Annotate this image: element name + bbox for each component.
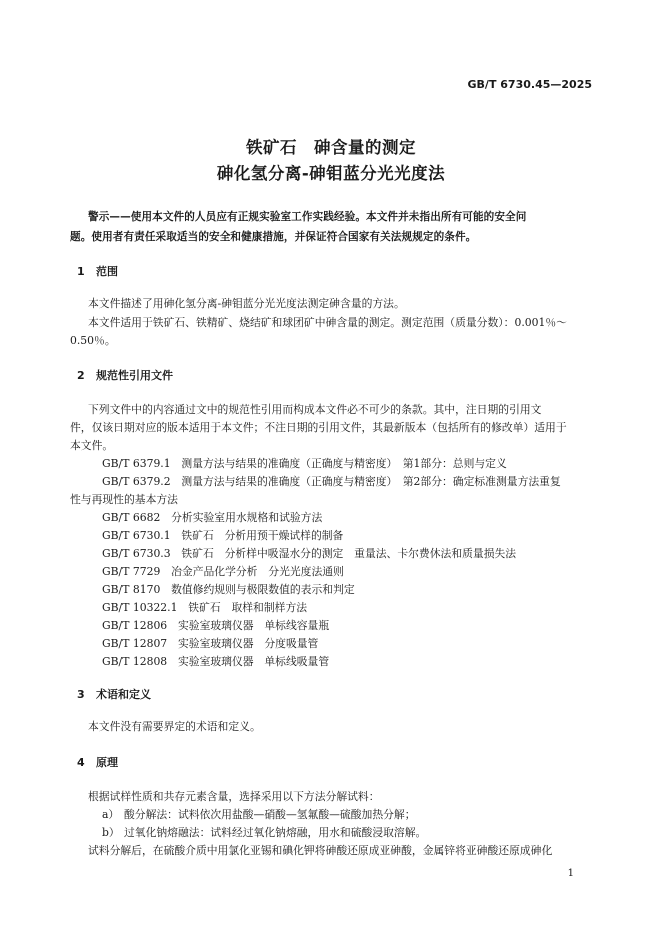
section-title: 规范性引用文件 (96, 369, 173, 382)
list-item-text: 过氧化钠熔融法：试料经过氧化钠熔融，用水和硫酸浸取溶解。 (124, 826, 427, 839)
reference-item: GB/T 12806 实验室玻璃仪器 单标线容量瓶 (102, 619, 330, 632)
reference-item: GB/T 6730.3 铁矿石 分析样中吸湿水分的测定 重量法、卡尔费休法和质量损失法 (102, 547, 517, 560)
principle-paragraph-1: 根据试样性质和共存元素含量，选择采用以下方法分解试料： (88, 790, 380, 803)
warning-line-1: 警示——使用本文件的人员应有正规实验室工作实践经验。本文件并未指出所有可能的安全问 (88, 211, 527, 223)
section-2-heading (77, 367, 173, 383)
section-number: 4 (77, 756, 85, 769)
section-number: 2 (77, 369, 85, 382)
section-3-heading (77, 686, 151, 702)
reference-item-cont: 性与再现性的基本方法 (70, 493, 178, 506)
refs-intro-line-2: 件，仅该日期对应的版本适用于本文件；不注日期的引用文件，其最新版本（包括所有的修改单）适用于 (70, 421, 567, 434)
reference-item: GB/T 6379.1 测量方法与结果的准确度（正确度与精密度） 第1部分：总则与定义 (102, 457, 507, 470)
section-1-heading (77, 263, 118, 279)
principle-paragraph-2: 试料分解后，在硫酸介质中用氯化亚锡和碘化钾将砷酸还原成亚砷酸，金属锌将亚砷酸还原成砷化 (88, 844, 553, 857)
reference-item: GB/T 12807 实验室玻璃仪器 分度吸量管 (102, 637, 319, 650)
reference-item: GB/T 10322.1 铁矿石 取样和制样方法 (102, 601, 308, 614)
reference-item: GB/T 7729 冶金产品化学分析 分光光度法通则 (102, 565, 344, 578)
reference-item: GB/T 6379.2 测量方法与结果的准确度（正确度与精密度） 第2部分：确定标准测量方法重复 (102, 475, 561, 488)
scope-paragraph-2-cont: 0.50％。 (70, 334, 116, 347)
section-number: 1 (77, 265, 85, 278)
refs-intro-line-1: 下列文件中的内容通过文中的规范性引用而构成本文件必不可少的条款。其中，注日期的引用文 (88, 403, 542, 416)
list-marker: a） (102, 808, 120, 821)
section-number: 3 (77, 688, 85, 701)
page-number: 1 (567, 868, 574, 879)
reference-item: GB/T 6730.1 铁矿石 分析用预干燥试样的制备 (102, 529, 344, 542)
section-4-heading (77, 754, 118, 770)
section-title: 原理 (96, 756, 118, 769)
list-marker: b） (102, 826, 120, 839)
reference-item: GB/T 6682 分析实验室用水规格和试验方法 (102, 511, 323, 524)
section-title: 范围 (96, 265, 118, 278)
list-item-a (102, 807, 416, 822)
reference-item: GB/T 12808 实验室玻璃仪器 单标线吸量管 (102, 655, 330, 668)
title-line-2: 砷化氢分离-砷钼蓝分光光度法 (216, 164, 446, 183)
warning-line-2: 题。使用者有责任采取适当的安全和健康措施，并保证符合国家有关法规规定的条件。 (70, 231, 477, 243)
terms-paragraph: 本文件没有需要界定的术语和定义。 (88, 720, 261, 733)
scope-paragraph-1: 本文件描述了用砷化氢分离-砷钼蓝分光光度法测定砷含量的方法。 (88, 297, 405, 310)
section-title: 术语和定义 (96, 688, 151, 701)
refs-intro-line-3: 本文件。 (70, 439, 114, 452)
title-line-1: 铁矿石 砷含量的测定 (246, 138, 416, 157)
reference-item: GB/T 8170 数值修约规则与极限数值的表示和判定 (102, 583, 355, 596)
list-item-text: 酸分解法：试料依次用盐酸—硝酸—氢氟酸—硫酸加热分解； (124, 808, 416, 821)
list-item-b (102, 825, 426, 840)
scope-paragraph-2: 本文件适用于铁矿石、铁精矿、烧结矿和球团矿中砷含量的测定。测定范围（质量分数）：0.001％～ (88, 316, 567, 329)
standard-number: GB/T 6730.45—2025 (467, 78, 592, 91)
